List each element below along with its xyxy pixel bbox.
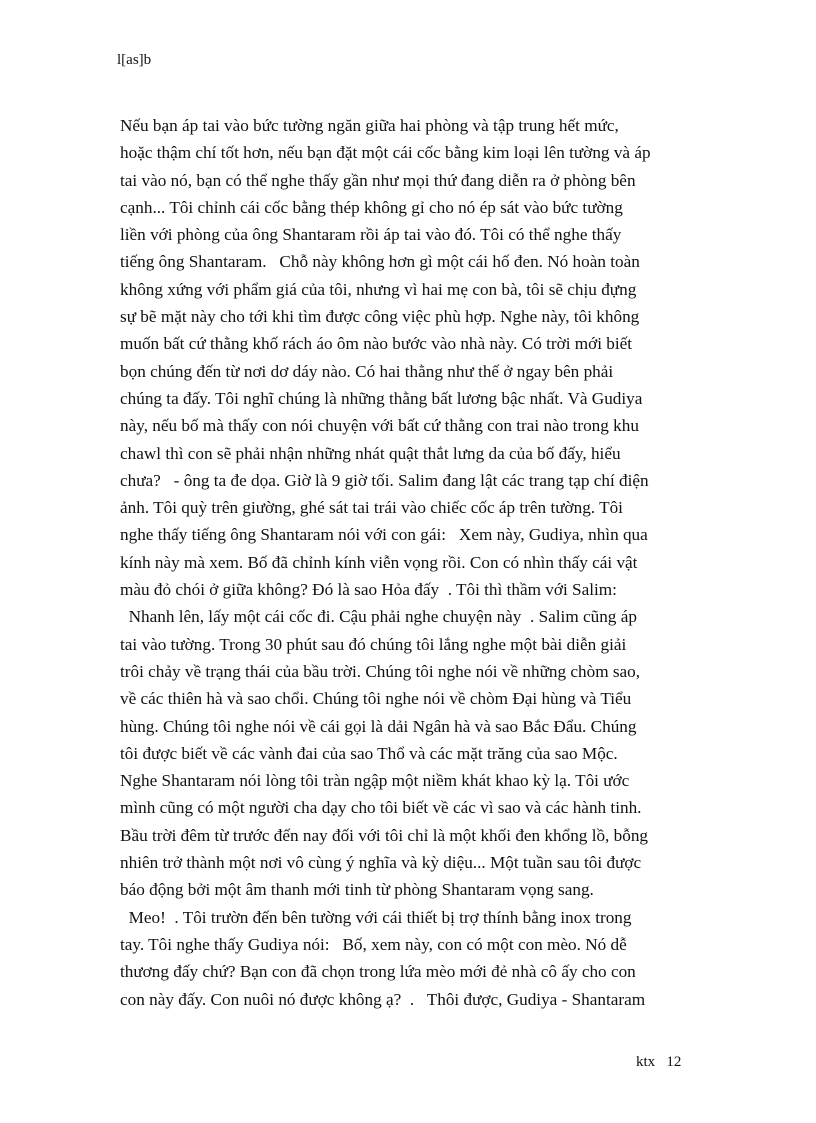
text-line: tay. Tôi nghe thấy Gudiya nói: Bố, xem này, con có một con mèo. Nó dễ <box>120 934 627 954</box>
text-line: mình cũng có một người cha dạy cho tôi biết về các vì sao và các hành tinh. <box>120 798 642 818</box>
text-line: về các thiên hà và sao chổi. Chúng tôi nghe nói về chòm Đại hùng và Tiểu <box>120 689 632 709</box>
text-line: này, nếu bố mà thấy con nói chuyện với bất cứ thằng con trai nào trong khu <box>120 416 639 436</box>
body-text <box>120 112 710 1013</box>
page-number: 12 <box>666 1054 682 1070</box>
text-line: liền với phòng của ông Shantaram rồi áp tai vào đó. Tôi có thể nghe thấy <box>120 225 622 245</box>
footer-label: ktx <box>636 1054 656 1070</box>
text-line: chưa? - ông ta đe dọa. Giờ là 9 giờ tối. Salim đang lật các trang tạp chí điện <box>120 470 649 490</box>
text-line: không xứng với phẩm giá của tôi, nhưng vì hai mẹ con bà, tôi sẽ chịu đựng <box>120 279 637 299</box>
text-line: Meo! . Tôi trườn đến bên tường với cái thiết bị trợ thính bằng inox trong <box>120 907 632 927</box>
text-line: Nếu bạn áp tai vào bức tường ngăn giữa hai phòng và tập trung hết mức, <box>120 116 619 135</box>
text-line: chawl thì con sẽ phải nhận những nhát quật thắt lưng da của bố đấy, hiểu <box>120 443 621 463</box>
text-line: ảnh. Tôi quỳ trên giường, ghé sát tai trái vào chiếc cốc áp trên tường. Tôi <box>120 498 623 518</box>
text-line: Nghe Shantaram nói lòng tôi tràn ngập một niềm khát khao kỳ lạ. Tôi ước <box>120 771 630 791</box>
text-line: tiếng ông Shantaram. Chỗ này không hơn gì một cái hố đen. Nó hoàn toàn <box>120 252 640 272</box>
text-line: thương đấy chứ? Bạn con đã chọn trong lứa mèo mới đẻ nhà cô ấy cho con <box>120 962 636 982</box>
text-line: tôi được biết về các vành đai của sao Thổ và các mặt trăng của sao Mộc. <box>120 743 618 763</box>
text-line: nhiên trở thành một nơi vô cùng ý nghĩa và kỳ diệu... Một tuần sau tôi được <box>120 853 642 873</box>
text-line: Bầu trời đêm từ trước đến nay đối với tôi chỉ là một khối đen khổng lồ, bỗng <box>120 825 649 845</box>
text-line: hoặc thậm chí tốt hơn, nếu bạn đặt một cái cốc bằng kim loại lên tường và áp <box>120 143 651 163</box>
text-line: nghe thấy tiếng ông Shantaram nói với con gái: Xem này, Gudiya, nhìn qua <box>120 525 648 545</box>
text-line: cạnh... Tôi chỉnh cái cốc bằng thép không gỉ cho nó ép sát vào bức tường <box>120 197 623 217</box>
text-line: chúng ta đấy. Tôi nghĩ chúng là những thằng bất lương bậc nhất. Và Gudiya <box>120 388 643 408</box>
text-line: kính này mà xem. Bố đã chỉnh kính viễn vọng rồi. Con có nhìn thấy cái vật <box>120 552 638 572</box>
text-line: con này đấy. Con nuôi nó được không ạ? . Thôi được, Gudiya - Shantaram <box>120 989 646 1009</box>
text-line: muốn bất cứ thằng khố rách áo ôm nào bước vào nhà này. Có trời mới biết <box>120 334 633 354</box>
running-head: l[as]b <box>117 52 152 68</box>
text-line: hùng. Chúng tôi nghe nói về cái gọi là dải Ngân hà và sao Bắc Đẩu. Chúng <box>120 716 637 736</box>
page-footer <box>636 1053 681 1071</box>
text-line: bọn chúng đến từ nơi dơ dáy nào. Có hai thằng như thế ở ngay bên phải <box>120 361 614 381</box>
text-line: tai vào nó, bạn có thể nghe thấy gần như mọi thứ đang diễn ra ở phòng bên <box>120 170 636 190</box>
text-line: màu đỏ chói ở giữa không? Đó là sao Hỏa đấy . Tôi thì thầm với Salim: <box>120 580 617 600</box>
text-line: Nhanh lên, lấy một cái cốc đi. Cậu phải nghe chuyện này . Salim cũng áp <box>120 607 637 627</box>
text-line: trôi chảy về trạng thái của bầu trời. Chúng tôi nghe nói về những chòm sao, <box>120 661 641 681</box>
text-line: sự bẽ mặt này cho tới khi tìm được công việc phù hợp. Nghe này, tôi không <box>120 307 640 327</box>
text-line: báo động bởi một âm thanh mới tinh từ phòng Shantaram vọng sang. <box>120 880 594 900</box>
text-line: tai vào tường. Trong 30 phút sau đó chúng tôi lắng nghe một bài diễn giải <box>120 634 627 654</box>
